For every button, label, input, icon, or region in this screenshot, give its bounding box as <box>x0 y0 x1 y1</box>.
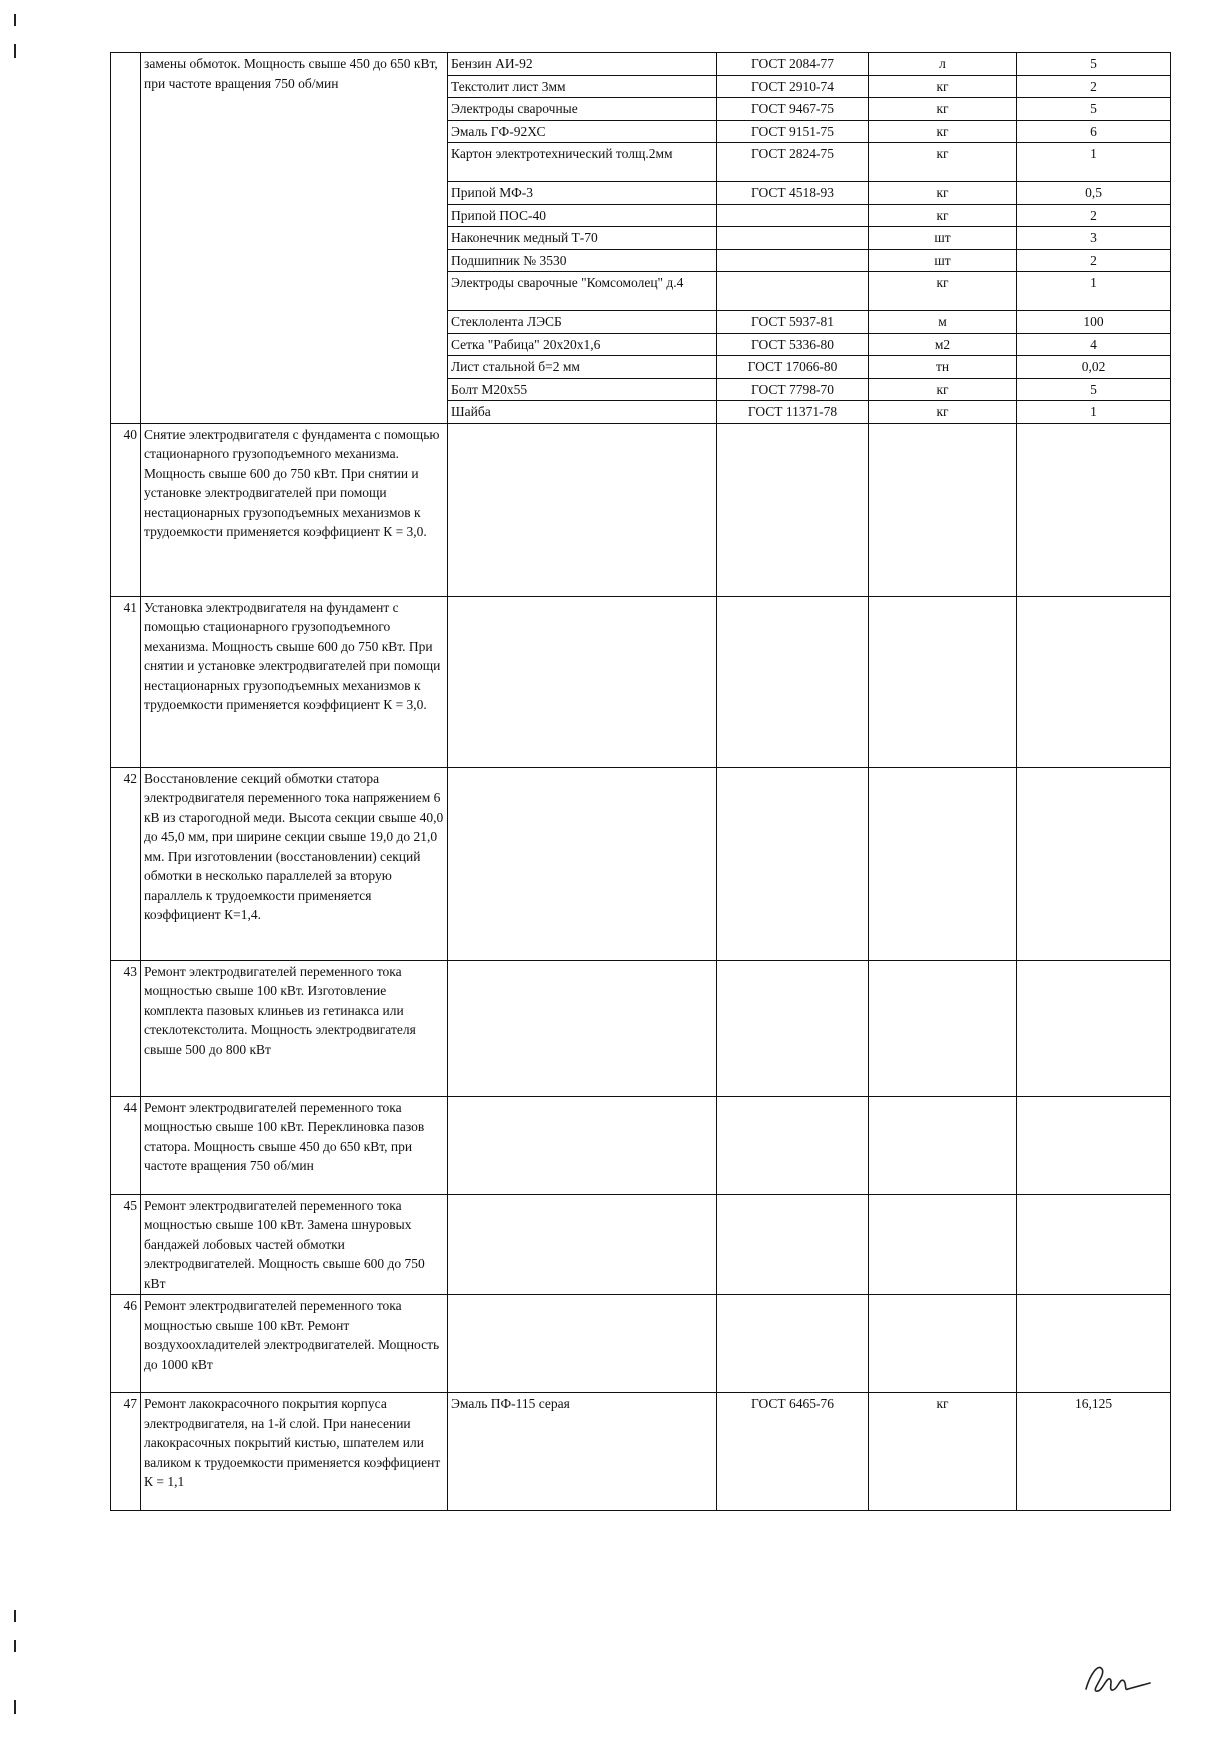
item-description: Ремонт лакокрасочного покрытия корпуса электродвигателя, на 1-й слой. При нанесении лакокрасочных покрытий кистью, шпателем или валиком к трудоемкости применяется коэффициент К = 1,1 <box>141 1393 448 1511</box>
material-gost <box>717 272 869 311</box>
item-number: 44 <box>111 1096 141 1194</box>
item-number: 46 <box>111 1295 141 1393</box>
material-name: Подшипник № 3530 <box>448 249 717 272</box>
item-description: Установка электродвигателя на фундамент с помощью стационарного грузоподъемного механизма. Мощность свыше 600 до 750 кВт. При снятии и установке электродвигателей при помощи нестационарных грузоподъемных механизмов к трудоемкости применяется коэффициент К = 3,0. <box>141 596 448 767</box>
material-name: Припой ПОС-40 <box>448 204 717 227</box>
material-gost <box>717 227 869 250</box>
material-gost: ГОСТ 17066-80 <box>717 356 869 379</box>
material-unit: кг <box>869 143 1017 182</box>
table-row <box>111 1096 1171 1194</box>
material-qty: 1 <box>1017 143 1171 182</box>
item-number: 45 <box>111 1194 141 1295</box>
material-unit: л <box>869 53 1017 76</box>
item-description: Ремонт электродвигателей переменного тока мощностью свыше 100 кВт. Ремонт воздухоохладителей электродвигателей. Мощность до 1000 кВт <box>141 1295 448 1393</box>
item-description: Ремонт электродвигателей переменного тока мощностью свыше 100 кВт. Переклиновка пазов статора. Мощность свыше 450 до 650 кВт, при частоте вращения 750 об/мин <box>141 1096 448 1194</box>
table-row <box>111 767 1171 960</box>
material-qty: 1 <box>1017 401 1171 424</box>
material-name: Наконечник медный Т-70 <box>448 227 717 250</box>
material-gost: ГОСТ 6465-76 <box>717 1393 869 1511</box>
material-qty: 0,02 <box>1017 356 1171 379</box>
material-unit <box>869 767 1017 960</box>
material-name: Сетка "Рабица" 20х20х1,6 <box>448 333 717 356</box>
table-row <box>111 1393 1171 1511</box>
material-qty: 6 <box>1017 120 1171 143</box>
material-gost: ГОСТ 2084-77 <box>717 53 869 76</box>
material-gost <box>717 249 869 272</box>
material-name: Текстолит лист 3мм <box>448 75 717 98</box>
material-qty <box>1017 423 1171 596</box>
table-row <box>111 1194 1171 1295</box>
material-unit: кг <box>869 1393 1017 1511</box>
material-gost: ГОСТ 9151-75 <box>717 120 869 143</box>
material-qty: 100 <box>1017 311 1171 334</box>
material-unit: кг <box>869 378 1017 401</box>
item-number: 41 <box>111 596 141 767</box>
scan-edge-marks <box>14 0 18 1740</box>
item-number: 42 <box>111 767 141 960</box>
material-name <box>448 423 717 596</box>
material-name: Электроды сварочные <box>448 98 717 121</box>
material-gost: ГОСТ 9467-75 <box>717 98 869 121</box>
material-name: Шайба <box>448 401 717 424</box>
material-gost: ГОСТ 5937-81 <box>717 311 869 334</box>
signature <box>1080 1655 1160 1710</box>
table-row <box>111 596 1171 767</box>
material-unit <box>869 1194 1017 1295</box>
table-row <box>111 423 1171 596</box>
material-unit: кг <box>869 98 1017 121</box>
material-unit <box>869 960 1017 1096</box>
material-qty: 0,5 <box>1017 182 1171 205</box>
material-gost: ГОСТ 5336-80 <box>717 333 869 356</box>
material-unit: шт <box>869 227 1017 250</box>
material-name <box>448 1194 717 1295</box>
material-unit <box>869 423 1017 596</box>
material-name: Стеклолента ЛЭСБ <box>448 311 717 334</box>
material-unit: тн <box>869 356 1017 379</box>
material-unit: м <box>869 311 1017 334</box>
material-gost <box>717 960 869 1096</box>
material-gost: ГОСТ 4518-93 <box>717 182 869 205</box>
item-description: замены обмоток. Мощность свыше 450 до 650 кВт, при частоте вращения 750 об/мин <box>141 53 448 424</box>
material-name <box>448 767 717 960</box>
material-qty: 5 <box>1017 378 1171 401</box>
material-gost: ГОСТ 7798-70 <box>717 378 869 401</box>
material-qty <box>1017 1096 1171 1194</box>
material-unit: кг <box>869 182 1017 205</box>
table-row <box>111 960 1171 1096</box>
material-name: Эмаль ПФ-115 серая <box>448 1393 717 1511</box>
material-unit: кг <box>869 401 1017 424</box>
material-gost: ГОСТ 2910-74 <box>717 75 869 98</box>
material-qty: 5 <box>1017 53 1171 76</box>
material-qty: 3 <box>1017 227 1171 250</box>
material-name <box>448 1096 717 1194</box>
material-gost <box>717 423 869 596</box>
material-gost <box>717 204 869 227</box>
item-description: Восстановление секций обмотки статора электродвигателя переменного тока напряжением 6 кВ из старогодной меди. Высота секции свыше 40,0 до 45,0 мм, при ширине секции свыше 19,0 до 21,0 мм. При изготовлении (восстановлении) секций обмотки в несколько параллелей за вторую параллель к трудоемкости применяется коэффициент К=1,4. <box>141 767 448 960</box>
material-unit: шт <box>869 249 1017 272</box>
material-qty <box>1017 1295 1171 1393</box>
material-gost <box>717 1096 869 1194</box>
material-qty: 2 <box>1017 204 1171 227</box>
material-qty: 16,125 <box>1017 1393 1171 1511</box>
material-name: Лист стальной б=2 мм <box>448 356 717 379</box>
item-description: Ремонт электродвигателей переменного тока мощностью свыше 100 кВт. Замена шнуровых бандажей лобовых частей обмотки электродвигателей. Мощность свыше 600 до 750 кВт <box>141 1194 448 1295</box>
table-row <box>111 53 1171 76</box>
material-qty: 2 <box>1017 75 1171 98</box>
item-number: 47 <box>111 1393 141 1511</box>
material-qty: 4 <box>1017 333 1171 356</box>
item-description: Снятие электродвигателя с фундамента с помощью стационарного грузоподъемного механизма. Мощность свыше 600 до 750 кВт. При снятии и установке электродвигателей при помощи нестационарных грузоподъемных механизмов к трудоемкости применяется коэффициент К = 3,0. <box>141 423 448 596</box>
material-qty <box>1017 960 1171 1096</box>
material-unit: кг <box>869 120 1017 143</box>
material-qty <box>1017 767 1171 960</box>
materials-table-body <box>111 53 1171 1511</box>
material-gost <box>717 596 869 767</box>
material-gost <box>717 1295 869 1393</box>
material-name <box>448 1295 717 1393</box>
item-number: 40 <box>111 423 141 596</box>
material-name <box>448 960 717 1096</box>
material-name: Картон электротехнический толщ.2мм <box>448 143 717 182</box>
material-unit: м2 <box>869 333 1017 356</box>
item-number <box>111 53 141 424</box>
material-gost <box>717 767 869 960</box>
material-qty: 2 <box>1017 249 1171 272</box>
material-name: Бензин АИ-92 <box>448 53 717 76</box>
material-name: Электроды сварочные "Комсомолец" д.4 <box>448 272 717 311</box>
materials-table <box>110 52 1171 1511</box>
material-unit <box>869 1096 1017 1194</box>
material-name: Припой МФ-3 <box>448 182 717 205</box>
material-gost: ГОСТ 11371-78 <box>717 401 869 424</box>
material-gost <box>717 1194 869 1295</box>
material-name: Эмаль ГФ-92ХС <box>448 120 717 143</box>
material-qty: 1 <box>1017 272 1171 311</box>
material-unit: кг <box>869 75 1017 98</box>
material-qty <box>1017 596 1171 767</box>
material-unit: кг <box>869 204 1017 227</box>
material-unit <box>869 596 1017 767</box>
material-unit <box>869 1295 1017 1393</box>
item-number: 43 <box>111 960 141 1096</box>
table-row <box>111 1295 1171 1393</box>
material-qty: 5 <box>1017 98 1171 121</box>
material-qty <box>1017 1194 1171 1295</box>
material-unit: кг <box>869 272 1017 311</box>
material-name <box>448 596 717 767</box>
material-gost: ГОСТ 2824-75 <box>717 143 869 182</box>
item-description: Ремонт электродвигателей переменного тока мощностью свыше 100 кВт. Изготовление комплекта пазовых клиньев из гетинакса или стеклотекстолита. Мощность электродвигателя свыше 500 до 800 кВт <box>141 960 448 1096</box>
material-name: Болт М20х55 <box>448 378 717 401</box>
